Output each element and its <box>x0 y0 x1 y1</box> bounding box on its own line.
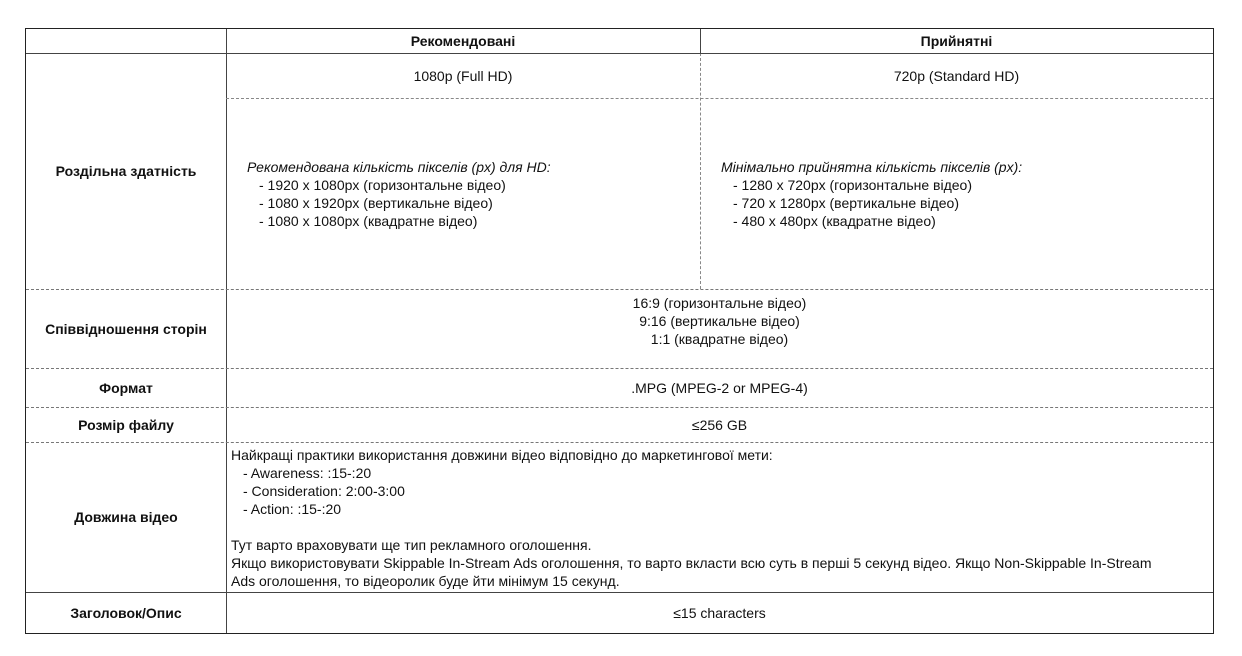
resolution-recommended-details <box>247 158 697 230</box>
title-label: Заголовок/Опис <box>70 604 182 621</box>
aspect-line: 9:16 (вертикальне відео) <box>639 313 800 329</box>
list-item: - Awareness: :15-:20 <box>243 465 372 481</box>
resolution-label: Роздільна здатність <box>55 163 197 179</box>
format-value: .MPG (MPEG-2 or MPEG-4) <box>631 379 808 396</box>
filesize-label: Розмір файлу <box>78 416 174 433</box>
length-note: Тут варто враховувати ще тип рекламного оголошення. <box>231 537 592 553</box>
list-item: - 1080 x 1080px (квадратне відео) <box>259 213 478 229</box>
resolution-acceptable-details <box>721 158 1201 230</box>
list-item: - 480 x 480px (квадратне відео) <box>733 213 936 229</box>
list-item: - 720 x 1280px (вертикальне відео) <box>733 195 959 211</box>
resolution-recommended-value: 1080p (Full HD) <box>413 67 513 84</box>
header-recommended: Рекомендовані <box>410 33 516 49</box>
resolution-acceptable-value: 720p (Standard HD) <box>893 67 1020 84</box>
aspect-values <box>226 289 1213 353</box>
aspect-line: 1:1 (квадратне відео) <box>650 331 789 347</box>
specs-table <box>25 28 1214 634</box>
title-value: ≤15 characters <box>673 604 766 621</box>
format-label: Формат <box>99 379 153 396</box>
length-details <box>231 446 1161 590</box>
list-item: - Action: :15-:20 <box>243 501 342 517</box>
list-item: - 1920 x 1080px (горизонтальне відео) <box>259 177 506 193</box>
length-intro: Найкращі практики використання довжини відео відповідно до маркетингової мети: <box>231 447 773 463</box>
filesize-value: ≤256 GB <box>691 416 748 433</box>
list-item: - 1280 x 720px (горизонтальне відео) <box>733 177 973 193</box>
aspect-line: 16:9 (горизонтальне відео) <box>632 295 807 311</box>
header-acceptable: Прийнятні <box>920 33 993 49</box>
list-item: - 1080 x 1920px (вертикальне відео) <box>259 195 493 211</box>
length-label: Довжина відео <box>74 509 178 525</box>
resolution-recommended-title: Рекомендована кількість пікселів (px) для HD: <box>247 159 551 175</box>
resolution-acceptable-title: Мінімально прийнятна кількість пікселів (px): <box>721 159 1023 175</box>
resolution-inner-divider <box>226 98 1213 99</box>
spacer <box>231 518 1161 536</box>
length-note: Якщо використовувати Skippable In-Stream Ads оголошення, то варто вкласти всю суть в перші 5 секунд відео. Якщо Non-Skippable In-Stream Ads оголошення, то відеоролик буде йти мінімум 15 секунд. <box>231 555 1152 589</box>
list-item: - Consideration: 2:00-3:00 <box>243 483 405 499</box>
aspect-label: Співвідношення сторін <box>45 320 207 337</box>
